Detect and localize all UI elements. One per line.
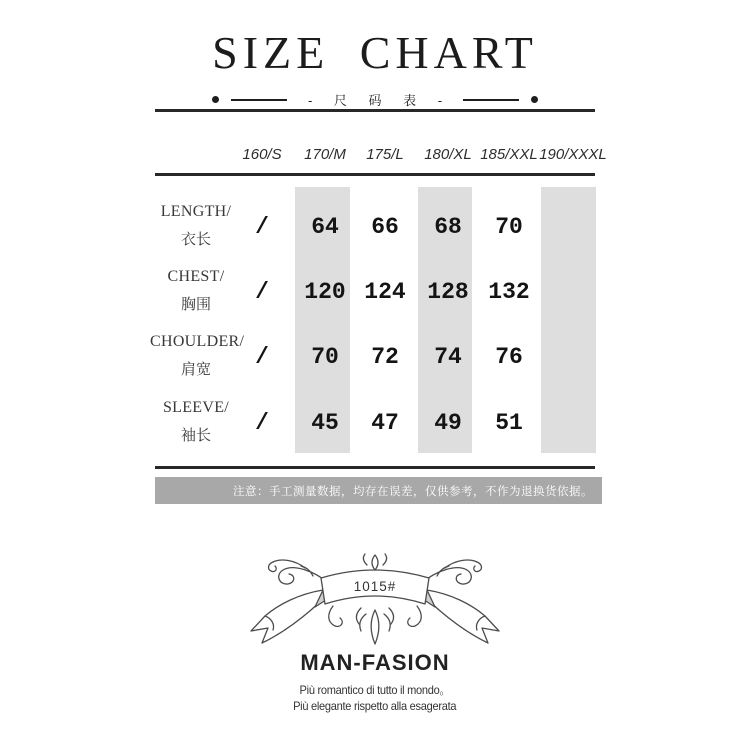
cell-length-160s: / [255, 214, 269, 240]
row-label-cn: 胸围 [180, 296, 211, 313]
cell-chest-160s: / [255, 279, 269, 305]
row-label-cn: 袖长 [180, 427, 211, 444]
right-dot-icon [531, 96, 538, 103]
tagline-text: Più romantico di tutto il mondo。 [299, 683, 451, 697]
cell-choulder-185xxl: 76 [495, 344, 523, 370]
row-label-en: SLEEVE/ [162, 399, 230, 416]
cell-sleeve-180xl: 49 [434, 410, 462, 436]
column-header-185xxl: 185/XXL [480, 146, 538, 163]
cell-choulder-180xl: 74 [434, 344, 462, 370]
notice-text: 注意：手工测量数据，均存在误差，仅供参考，不作为退换货依据。 [233, 485, 593, 498]
cell-sleeve-185xxl: 51 [495, 410, 523, 436]
cell-chest-170m: 120 [304, 279, 346, 305]
left-line [231, 99, 287, 101]
left-dot-icon [212, 96, 219, 103]
hanging-leaf [371, 610, 379, 644]
notice-bar [155, 477, 602, 504]
subtitle-text: - 尺 码 表 - [307, 93, 452, 108]
brand-tagline-1 [0, 681, 750, 698]
cell-length-175l: 66 [371, 214, 399, 240]
divider-bottom [155, 466, 595, 469]
row-label-en: CHEST/ [167, 268, 225, 285]
badge-text: 1015# [353, 579, 397, 594]
cell-choulder-175l: 72 [371, 344, 399, 370]
divider-header [155, 173, 595, 176]
divider-top [155, 109, 595, 112]
cell-choulder-160s: / [255, 344, 269, 370]
row-label-cn: 衣长 [180, 231, 211, 248]
cell-chest-180xl: 128 [427, 279, 469, 305]
column-header-175l: 175/L [366, 146, 404, 163]
cell-choulder-170m: 70 [311, 344, 339, 370]
tagline-text: Più elegante rispetto alla esagerata [293, 699, 457, 713]
cell-chest-185xxl: 132 [488, 279, 530, 305]
cell-length-170m: 64 [311, 214, 339, 240]
column-header-180xl: 180/XL [424, 146, 472, 163]
cell-length-185xxl: 70 [495, 214, 523, 240]
row-label-cn: 肩宽 [180, 361, 211, 378]
cell-chest-175l: 124 [364, 279, 406, 305]
brand-tagline-2 [0, 699, 750, 713]
brand-name: MAN-FASION [300, 650, 450, 675]
cell-sleeve-160s: / [255, 410, 269, 436]
cell-length-180xl: 68 [434, 214, 462, 240]
column-header-160s: 160/S [242, 146, 282, 163]
column-header-170m: 170/M [304, 146, 346, 163]
cell-sleeve-175l: 47 [371, 410, 399, 436]
right-line [463, 99, 519, 101]
row-label-en: LENGTH/ [160, 203, 232, 220]
page-title: SIZE CHART [212, 27, 538, 78]
top-fleur [372, 555, 378, 570]
subtitle-ornament [0, 90, 750, 109]
ribbon-ornament [235, 552, 515, 654]
row-label-en: CHOULDER/ [150, 333, 245, 350]
cell-sleeve-170m: 45 [311, 410, 339, 436]
column-header-190xxxl: 190/XXXL [539, 146, 607, 163]
